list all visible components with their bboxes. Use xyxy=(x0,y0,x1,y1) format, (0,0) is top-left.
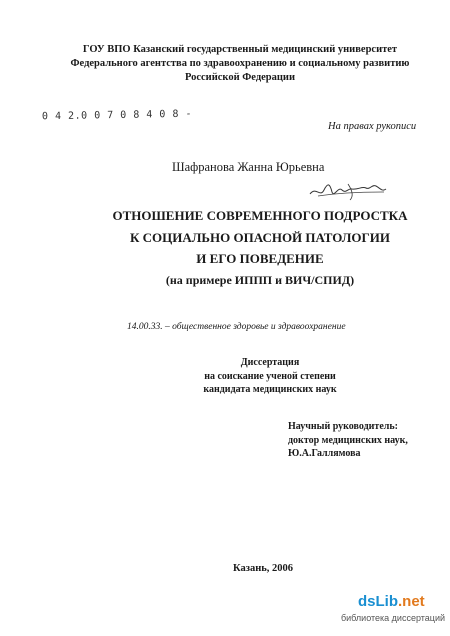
watermark-logo xyxy=(358,593,425,610)
watermark-logo-main: dsLib xyxy=(358,593,398,610)
institution-line-3: Российской Федерации xyxy=(184,72,296,83)
author-name: Шафранова Жанна Юрьевна xyxy=(172,160,325,174)
city-year: Казань, 2006 xyxy=(233,563,294,574)
watermark-logo-tld: .net xyxy=(398,593,425,610)
title-line-3: И ЕГО ПОВЕДЕНИЕ xyxy=(196,251,324,266)
handwritten-signature xyxy=(308,180,388,202)
degree-line-3: кандидата медицинских наук xyxy=(203,384,337,395)
specialty-code: 14.00.33. – общественное здоровье и здравоохранение xyxy=(127,322,346,332)
scientific-advisor xyxy=(288,420,408,461)
dissertation-title xyxy=(70,205,450,291)
advisor-line-2: доктор медицинских наук, xyxy=(288,434,408,446)
degree-line-2: на соискание ученой степени xyxy=(204,370,336,382)
title-line-2: К СОЦИАЛЬНО ОПАСНОЙ ПАТОЛОГИИ xyxy=(129,229,391,245)
degree-statement xyxy=(170,356,370,397)
advisor-line-1: Научный руководитель: xyxy=(288,421,398,432)
title-subtitle: (на примере ИППП и ВИЧ/СПИД) xyxy=(165,272,355,287)
archive-stamp-number: 0 4 2.0 0 7 0 8 4 0 8 - xyxy=(41,108,193,123)
title-line-1: ОТНОШЕНИЕ СОВРЕМЕННОГО ПОДРОСТКА xyxy=(112,208,408,223)
advisor-line-3: Ю.А.Галлямова xyxy=(288,448,361,459)
dslib-watermark xyxy=(340,593,447,633)
degree-line-1: Диссертация xyxy=(240,357,300,368)
watermark-tagline: библиотека диссертаций xyxy=(340,613,445,623)
institution-line-1: ГОУ ВПО Казанский государственный медицинский университет xyxy=(82,44,398,55)
institution-header xyxy=(60,43,420,85)
institution-line-2: Федерального агентства по здравоохранению и социальному развитию xyxy=(70,58,410,69)
manuscript-rights-note: На правах рукописи xyxy=(328,121,417,132)
